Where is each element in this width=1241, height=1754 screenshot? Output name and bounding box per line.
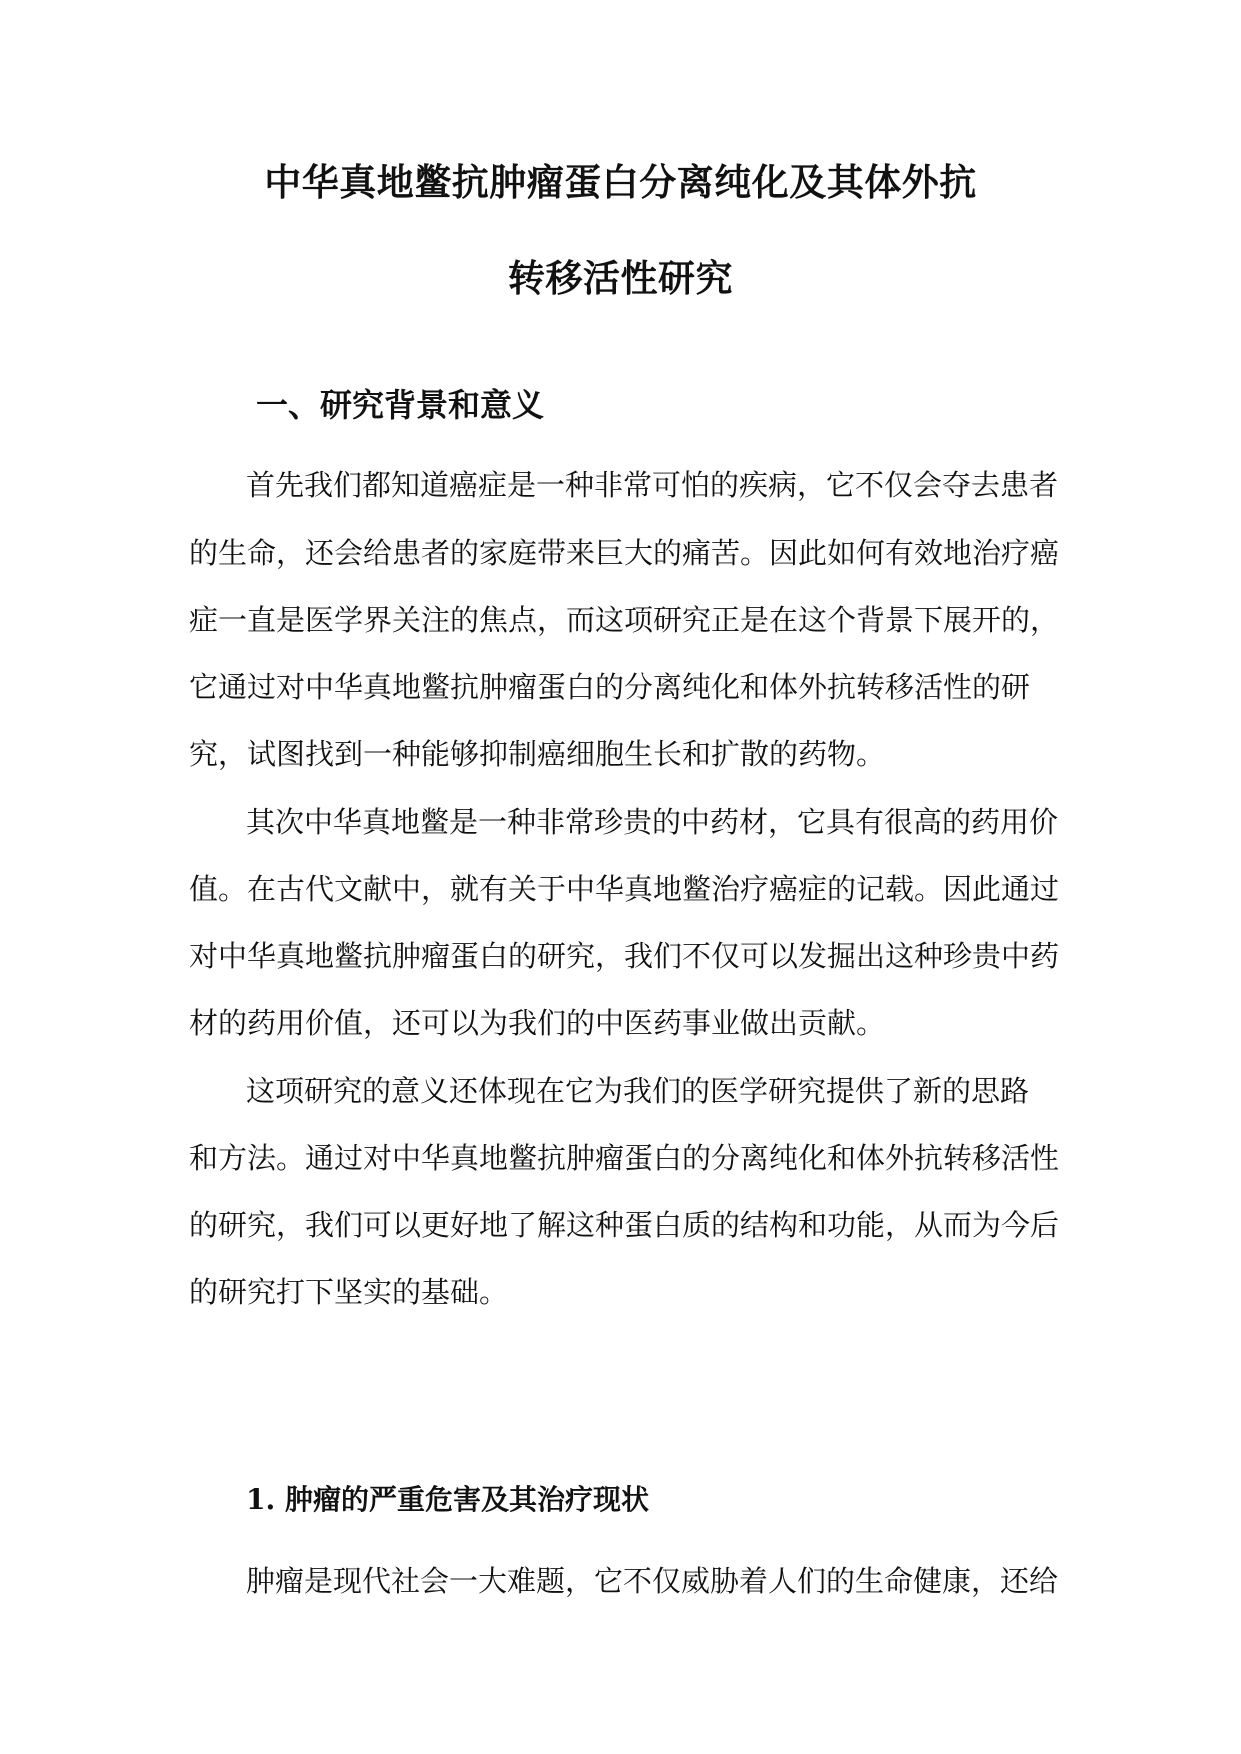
section-heading: 一、研究背景和意义 (256, 386, 545, 424)
paragraph-3-line-2: 和方法。通过对中华真地鳖抗肿瘤蛋白的分离纯化和体外抗转移活性 (189, 1141, 1060, 1175)
paragraph-3-line-3: 的研究，我们可以更好地了解这种蛋白质的结构和功能，从而为今后 (189, 1208, 1060, 1242)
document-title-line-1: 中华真地鳖抗肿瘤蛋白分离纯化及其体外抗 (264, 160, 977, 204)
final-paragraph-line-1: 肿瘤是现代社会一大难题，它不仅威胁着人们的生命健康，还给 (246, 1564, 1059, 1598)
paragraph-2-line-4: 材的药用价值，还可以为我们的中医药事业做出贡献。 (189, 1006, 886, 1040)
paragraph-1-line-5: 究，试图找到一种能够抑制癌细胞生长和扩散的药物。 (189, 737, 886, 771)
paragraph-1-line-3: 症一直是医学界关注的焦点，而这项研究正是在这个背景下展开的， (189, 603, 1060, 637)
paragraph-1-line-1: 首先我们都知道癌症是一种非常可怕的疾病，它不仅会夺去患者 (246, 468, 1059, 502)
subsection-heading: 1. 肿瘤的严重危害及其治疗现状 (246, 1483, 649, 1516)
paragraph-3-line-1: 这项研究的意义还体现在它为我们的医学研究提供了新的思路 (246, 1074, 1030, 1108)
paragraph-1-line-2: 的生命，还会给患者的家庭带来巨大的痛苦。因此如何有效地治疗癌 (189, 536, 1060, 570)
paragraph-3-line-4: 的研究打下坚实的基础。 (189, 1275, 509, 1309)
paragraph-2-line-2: 值。在古代文献中，就有关于中华真地鳖治疗癌症的记载。因此通过 (189, 872, 1060, 906)
paragraph-1-line-4: 它通过对中华真地鳖抗肿瘤蛋白的分离纯化和体外抗转移活性的研 (189, 670, 1031, 704)
paragraph-2-line-3: 对中华真地鳖抗肿瘤蛋白的研究，我们不仅可以发掘出这种珍贵中药 (189, 939, 1060, 973)
paragraph-2-line-1: 其次中华真地鳖是一种非常珍贵的中药材，它具有很高的药用价 (246, 805, 1059, 839)
document-title-line-2: 转移活性研究 (508, 256, 733, 300)
